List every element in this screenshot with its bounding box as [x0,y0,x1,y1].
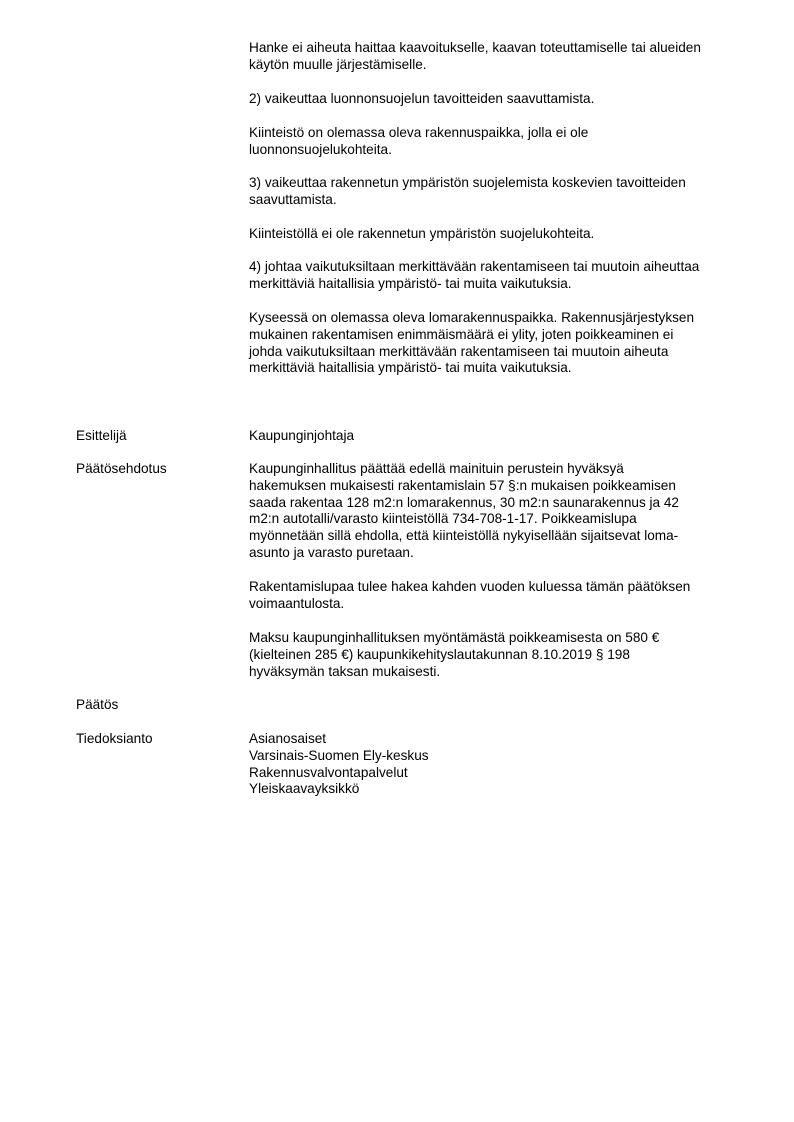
condition-paragraph-3: Kiinteistö on olemassa oleva rakennuspaikka, jolla ei ole luonnonsuojelukohteita. [249,125,589,157]
condition-paragraph-6: 4) johtaa vaikutuksiltaan merkittävään rakentamiseen tai muutoin aiheuttaa merkittäviä haitallisia ympäristö- tai muita vaikutuksia. [249,259,700,291]
notification-recipients: Asianosaiset Varsinais-Suomen Ely-keskus Rakennusvalvontapalvelut Yleiskaavayksikkö [249,731,429,797]
presenter-label: Esittelijä [76,428,127,443]
proposal-label: Päätösehdotus [76,461,167,476]
proposal-paragraph-3: Maksu kaupunginhallituksen myöntämästä poikkeamisesta on 580 € (kielteinen 285 €) kaupunkikehityslautakunnan 8.10.2019 § 198 hyväksymän taksan mukaisesti. [249,630,660,679]
condition-paragraph-4: 3) vaikeuttaa rakennetun ympäristön suojelemista koskevien tavoitteiden saavuttamista. [249,175,686,207]
notification-label: Tiedoksianto [76,731,153,746]
decision-label: Päätös [76,697,119,712]
condition-paragraph-5: Kiinteistöllä ei ole rakennetun ympäristön suojelukohteita. [249,226,595,241]
condition-paragraph-2: 2) vaikeuttaa luonnonsuojelun tavoitteiden saavuttamista. [249,91,595,106]
proposal-paragraph-2: Rakentamislupaa tulee hakea kahden vuoden kuluessa tämän päätöksen voimaantulosta. [249,579,691,611]
presenter-value: Kaupunginjohtaja [249,428,355,443]
proposal-paragraph-1: Kaupunginhallitus päättää edellä mainituin perustein hyväksyä hakemuksen mukaisesti rakentamislain 57 §:n mukaisen poikkeamisen saada rakentaa 128 m2:n lomarakennus, 30 m2:n saunarakennus ja 42 m2:n autotalli/varasto kiinteistöllä 734-708-1-17. Poikkeamislupa myönnetään sillä ehdolla, että kiinteistöllä nykyisellään sijaitsevat loma- asunto ja varasto puretaan. [249,461,679,560]
condition-paragraph-7: Kyseessä on olemassa oleva lomarakennuspaikka. Rakennusjärjestyksen mukainen rakentamisen enimmäismäärä ei ylity, joten poikkeaminen ei johda vaikutuksiltaan merkittävään rakentamiseen tai muutoin aiheuta merkittäviä haitallisia ympäristö- tai muita vaikutuksia. [249,310,695,376]
condition-paragraph-1: Hanke ei aiheuta haittaa kaavoitukselle, kaavan toteuttamiselle tai alueiden käytön muulle järjestämiselle. [249,40,701,72]
